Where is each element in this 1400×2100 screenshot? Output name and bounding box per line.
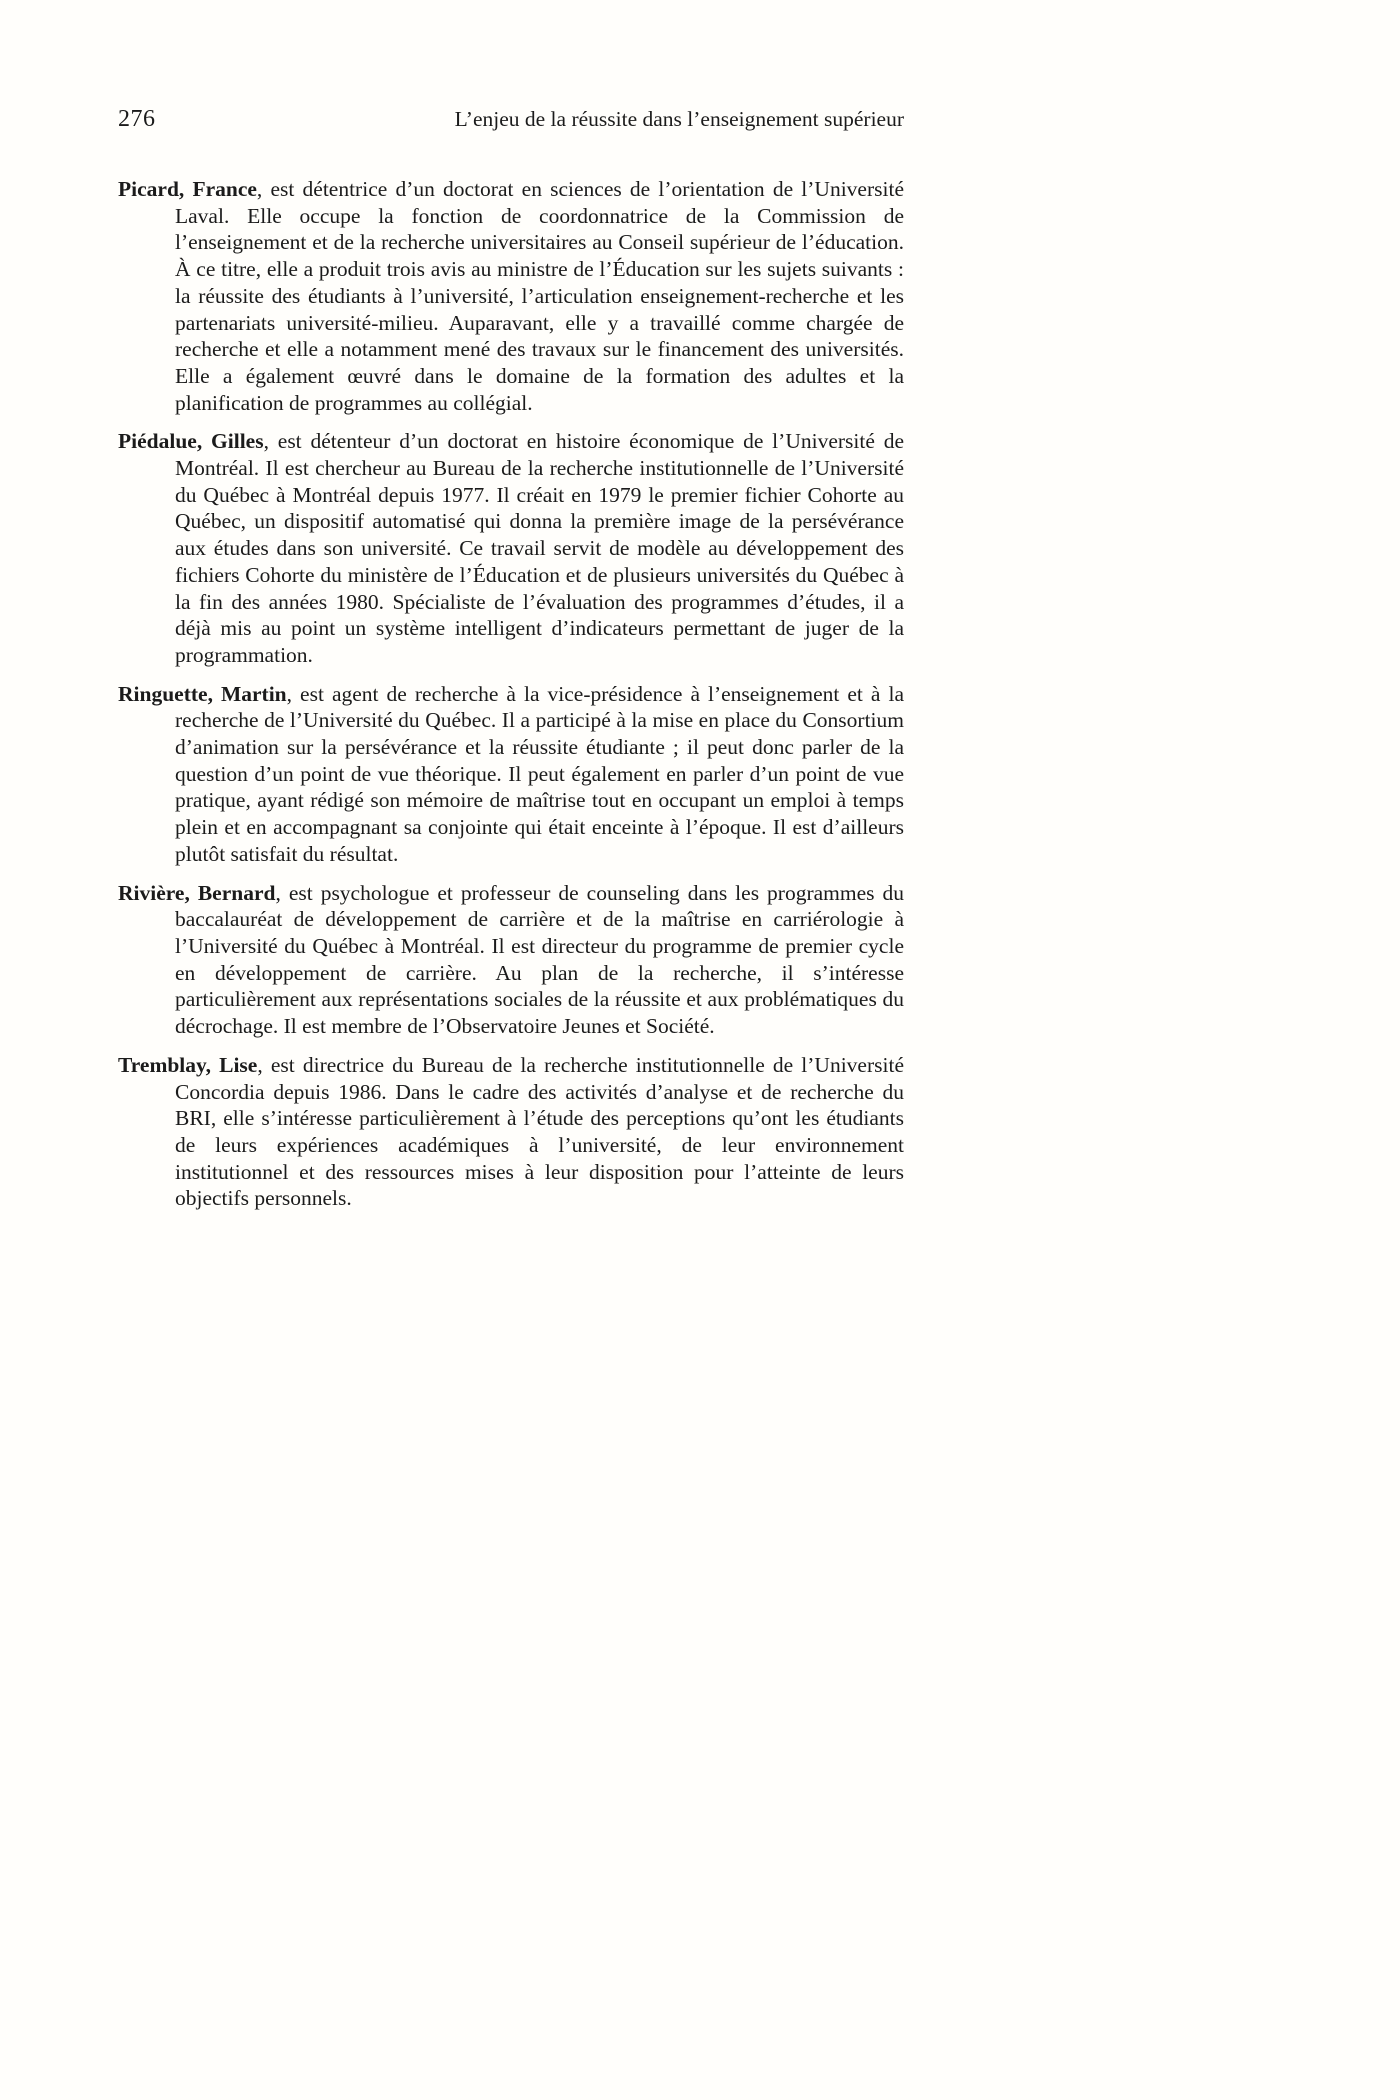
- page-number: 276: [118, 106, 156, 132]
- author-name: Picard, France: [118, 177, 257, 201]
- bio-entry-riviere: [118, 880, 904, 1040]
- bio-text: , est détenteur d’un doctorat en histoire économique de l’Université de Montréal. Il est chercheur au Bureau de la recherche institutionnelle de l’Université du Québec à Montréal depuis 1977. Il créait en 1979 le premier fichier Cohorte au Québec, un dispositif automatisé qui donna la première image de la persévérance aux études dans son université. Ce travail servit de modèle au développement des fichiers Cohorte du ministère de l’Éducation et de plusieurs universités du Québec à la fin des années 1980. Spécialiste de l’évaluation des programmes d’études, il a déjà mis au point un système intelligent d’indicateurs permettant de juger de la programmation.: [175, 429, 904, 667]
- author-name: Tremblay, Lise: [118, 1052, 258, 1077]
- bio-entry-piedalue: [118, 428, 904, 668]
- running-head: L’enjeu de la réussite dans l’enseignement supérieur: [454, 107, 904, 131]
- bio-entry-tremblay: [118, 1052, 904, 1212]
- author-name: Ringuette, Martin: [118, 681, 287, 706]
- biographies-section: [118, 176, 904, 1224]
- author-name: Piédalue, Gilles: [118, 429, 264, 454]
- author-name: Rivière, Bernard: [118, 880, 276, 905]
- bio-text: , est directrice du Bureau de la recherche institutionnelle de l’Université Concordia depuis 1986. Dans le cadre des activités d’analyse et de recherche du BRI, elle s’intéresse particulièrement à l’étude des perceptions qu’ont les étudiants de leurs expériences académiques à l’université, de leur environnement institutionnel et des ressources mises à leur disposition pour l’atteinte de leurs objectifs personnels.: [175, 1052, 904, 1211]
- bio-text: , est agent de recherche à la vice-présidence à l’enseignement et à la recherche de l’Université du Québec. Il a participé à la mise en place du Consortium d’animation sur la persévérance et la réussite étudiante ; il peut donc parler de la question d’un point de vue théorique. Il peut également en parler d’un point de vue pratique, ayant rédigé son mémoire de maîtrise tout en occupant un emploi à temps plein et en accompagnant sa conjointe qui était enceinte à l’époque. Il est d’ailleurs plutôt satisfait du résultat.: [175, 681, 904, 866]
- bio-text: , est psychologue et professeur de counseling dans les programmes du baccalauréat de développement de carrière et de la maîtrise en carriérologie à l’Université du Québec à Montréal. Il est directeur du programme de premier cycle en développement de carrière. Au plan de la recherche, il s’intéresse particulièrement aux représentations sociales de la réussite et aux problématiques du décrochage. Il est membre de l’Observatoire Jeunes et Société.: [175, 880, 904, 1039]
- bio-entry-ringuette: [118, 681, 904, 868]
- page-header: [118, 106, 904, 133]
- bio-text: , est détentrice d’un doctorat en sciences de l’orientation de l’Université Laval. Elle occupe la fonction de coordonnatrice de la Commission de l’enseignement et de la recherche universitaires au Conseil supérieur de l’éducation. À ce titre, elle a produit trois avis au ministre de l’Éducation sur les sujets suivants : la réussite des étudiants à l’université, l’articulation enseignement-recherche et les partenariats université-milieu. Auparavant, elle y a travaillé comme chargée de recherche et elle a notamment mené des travaux sur le financement des universités. Elle a également œuvré dans le domaine de la formation des adultes et la planification de programmes au collégial.: [175, 177, 904, 415]
- bio-entry-picard: [118, 176, 904, 416]
